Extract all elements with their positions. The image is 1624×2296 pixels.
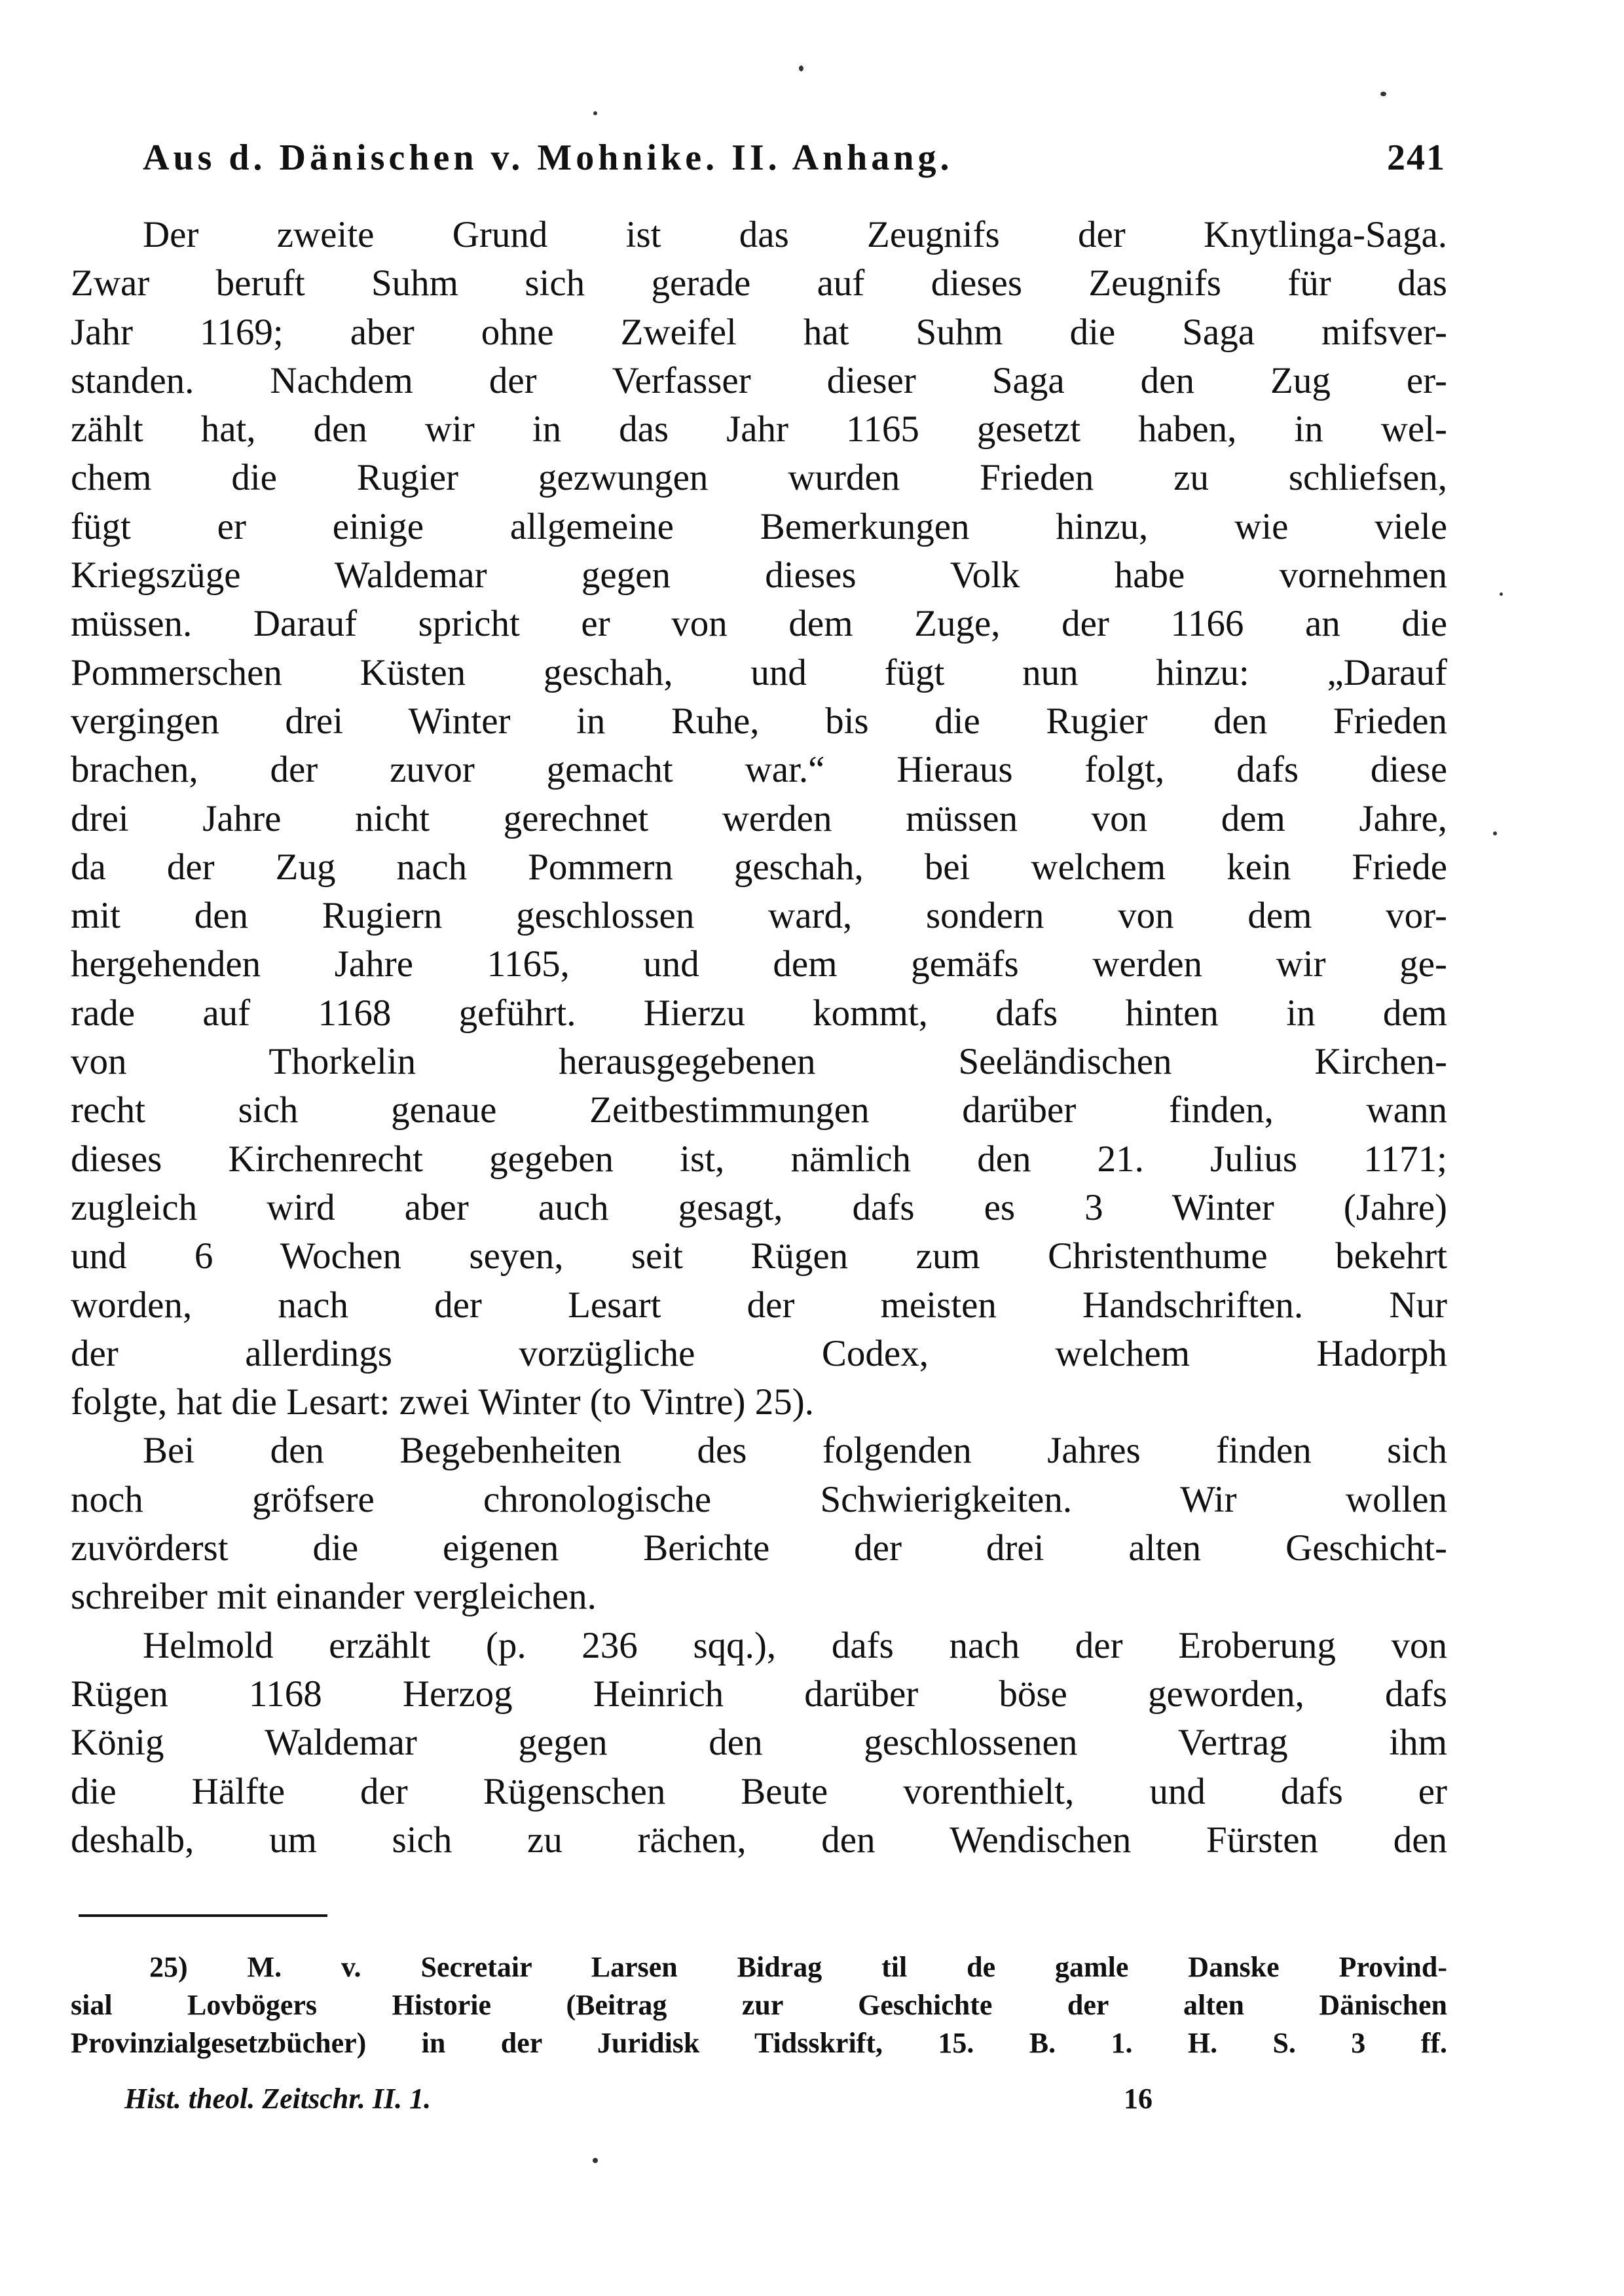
signature-line [124, 2079, 1434, 2119]
text-line: schreiber mit einander vergleichen. [71, 1576, 597, 1618]
scan-speck [593, 2158, 598, 2163]
text-line: von Thorkelin herausgegebenen Seeländischen Kirchen- [71, 1041, 1447, 1083]
main-text [71, 211, 1447, 1865]
text-line: müssen. Darauf spricht er von dem Zuge, der 1166 an die [71, 603, 1447, 645]
scan-speck [1380, 92, 1386, 96]
text-line: zählt hat, den wir in das Jahr 1165 gesetzt haben, in wel- [71, 409, 1447, 450]
text-line: dieses Kirchenrecht gegeben ist, nämlich den 21. Julius 1171; [71, 1138, 1447, 1180]
footnote-divider [79, 1914, 327, 1917]
text-line: König Waldemar gegen den geschlossenen Vertrag ihm [71, 1722, 1447, 1764]
journal-signature: Hist. theol. Zeitschr. II. 1. [124, 2083, 432, 2115]
sheet-number: 16 [1124, 2083, 1153, 2115]
text-line: standen. Nachdem der Verfasser dieser Saga den Zug er- [71, 359, 1447, 401]
scan-speck [799, 65, 803, 71]
text-line: Pommerschen Küsten geschah, und fügt nun hinzu: „Darauf [71, 651, 1447, 693]
text-line: Kriegszüge Waldemar gegen dieses Volk habe vornehmen [71, 555, 1447, 596]
text-line: fügt er einige allgemeine Bemerkungen hinzu, wie viele [71, 505, 1447, 547]
scan-speck [1493, 831, 1497, 835]
scan-speck [593, 111, 597, 115]
text-line: Zwar beruft Suhm sich gerade auf dieses Zeugnifs für das [71, 263, 1447, 304]
text-line: Jahr 1169; aber ohne Zweifel hat Suhm die Saga mifsver- [71, 311, 1447, 353]
text-line: noch gröfsere chronologische Schwierigkeiten. Wir wollen [71, 1478, 1447, 1520]
text-line: die Hälfte der Rügenschen Beute vorenthielt, und dafs er [71, 1770, 1447, 1812]
running-title: Aus d. Dänischen v. Mohnike. II. Anhang. [143, 137, 953, 178]
text-line: Helmold erzählt (p. 236 sqq.), dafs nach der Eroberung von [143, 1624, 1447, 1666]
text-line: worden, nach der Lesart der meisten Handschriften. Nur [71, 1284, 1447, 1326]
scan-speck [1500, 592, 1503, 596]
text-line: da der Zug nach Pommern geschah, bei welchem kein Friede [71, 846, 1447, 888]
text-line: Rügen 1168 Herzog Heinrich darüber böse geworden, dafs [71, 1673, 1447, 1715]
text-line: brachen, der zuvor gemacht war.“ Hieraus folgt, dafs diese [71, 749, 1447, 791]
running-header [143, 128, 1446, 187]
text-line: zuvörderst die eigenen Berichte der drei alten Geschicht- [71, 1527, 1447, 1569]
text-line: chem die Rugier gezwungen wurden Frieden zu schliefsen, [71, 457, 1447, 499]
text-line: Der zweite Grund ist das Zeugnifs der Knytlinga-Saga. [143, 214, 1447, 255]
footnote-line: sial Lovbögers Historie (Beitrag zur Geschichte der alten Dänischen [71, 1989, 1447, 2021]
text-line: Bei den Begebenheiten des folgenden Jahres finden sich [143, 1430, 1447, 1472]
text-line: folgte, hat die Lesart: zwei Winter (to Vintre) 25). [71, 1381, 814, 1423]
text-line: und 6 Wochen seyen, seit Rügen zum Christenthume bekehrt [71, 1235, 1447, 1277]
text-line: drei Jahre nicht gerechnet werden müssen von dem Jahre, [71, 797, 1447, 839]
text-line: rade auf 1168 geführt. Hierzu kommt, dafs hinten in dem [71, 992, 1447, 1034]
text-line: zugleich wird aber auch gesagt, dafs es 3 Winter (Jahre) [71, 1186, 1447, 1228]
footnotes [71, 1948, 1447, 2062]
footnote-line: Provinzialgesetzbücher) in der Juridisk Tidsskrift, 15. B. 1. H. S. 3 ff. [71, 2027, 1447, 2059]
text-line: deshalb, um sich zu rächen, den Wendischen Fürsten den [71, 1819, 1447, 1861]
page-number: 241 [1387, 137, 1446, 178]
text-line: der allerdings vorzügliche Codex, welchem Hadorph [71, 1332, 1447, 1374]
text-line: mit den Rugiern geschlossen ward, sondern von dem vor- [71, 895, 1447, 937]
text-line: recht sich genaue Zeitbestimmungen darüber finden, wann [71, 1089, 1447, 1131]
text-line: hergehenden Jahre 1165, und dem gemäfs werden wir ge- [71, 943, 1447, 985]
text-line: vergingen drei Winter in Ruhe, bis die Rugier den Frieden [71, 700, 1447, 742]
footnote-line: 25) M. v. Secretair Larsen Bidrag til de gamle Danske Provind- [149, 1951, 1447, 1983]
